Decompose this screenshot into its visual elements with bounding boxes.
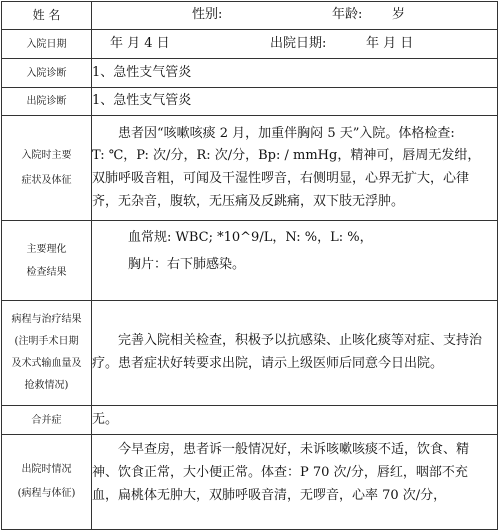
header-fields	[92, 2, 498, 30]
discharge-status-para: 今早查房，患者诉一般情况好，未诉咳嗽咳痰不适，饮食、精神、饮食正常，大小便正常。体查：P 70 次/分，唇红，咽部不充血，扁桃体无肿大，双肺呼吸音清，无啰音，心率 70 次/分，	[92, 442, 470, 503]
symptoms-label	[2, 116, 92, 221]
exam-line2: 胸片：右下肺感染。	[128, 256, 246, 272]
treatment-label-line1: 病程与治疗结果	[11, 314, 82, 325]
discharge-date-value: 年 月 日	[366, 35, 414, 51]
symptoms-row	[2, 116, 498, 221]
gender-field: 性别:	[192, 7, 223, 23]
admit-diag-value: 1、急性支气管炎	[92, 59, 498, 88]
complication-value: 无。	[92, 406, 498, 435]
admit-date-value: 年 月 4 日	[110, 35, 170, 51]
date-fields	[92, 30, 498, 59]
symptoms-text	[92, 116, 498, 221]
exam-line1: 血常规: WBC; *10^9/L，N: %，L: %，	[128, 230, 373, 245]
symptoms-label-line2: 症状及体征	[21, 175, 72, 186]
exam-label-line2: 检查结果	[26, 266, 67, 278]
discharge-status-row	[2, 435, 498, 530]
treatment-text	[92, 301, 498, 406]
treatment-label	[2, 301, 92, 406]
discharge-status-label-line2: (病程与体征)	[17, 488, 76, 499]
complication-label: 合并症	[2, 406, 92, 435]
discharge-status-text	[92, 435, 498, 530]
age-unit: 岁	[392, 7, 406, 23]
header-row	[2, 2, 498, 30]
exam-row	[2, 221, 498, 301]
treatment-row	[2, 301, 498, 406]
exam-label-line1: 主要理化	[26, 243, 67, 255]
symptoms-label-line1: 入院时主要	[21, 150, 72, 161]
date-row	[2, 30, 498, 59]
age-field: 年龄:	[332, 7, 363, 23]
admit-date-label: 入院日期	[2, 30, 92, 59]
discharge-record-table	[1, 1, 498, 530]
discharge-diag-row	[2, 88, 498, 116]
treatment-label-line3: 及术式输血量及	[11, 358, 82, 369]
treatment-label-line2: (注明手术日期	[14, 336, 79, 347]
discharge-status-label	[2, 435, 92, 530]
discharge-diag-label: 出院诊断	[2, 88, 92, 116]
symptoms-para2: T: ℃，P: 次/分，R: 次/分，Bp: / mmHg，精神可，唇周无发绀，双肺呼吸音粗，可闻及干湿性啰音，右侧明显，心界无扩大，心律齐，无杂音，腹软，无压痛及反跳痛，双下肢无浮肿。	[92, 148, 481, 209]
symptoms-para1: 患者因“咳嗽咳痰 2 月，加重伴胸闷 5 天”入院。体格检查:	[118, 125, 455, 141]
name-label: 姓 名	[2, 2, 92, 30]
treatment-label-line4: 抢救情况)	[24, 380, 69, 391]
discharge-status-label-line1: 出院时情况	[21, 464, 72, 475]
exam-text	[92, 221, 498, 301]
admit-diag-label: 入院诊断	[2, 59, 92, 88]
exam-label	[2, 221, 92, 301]
treatment-para: 完善入院相关检查，积极予以抗感染、止咳化痰等对症、支持治疗。患者症状好转要求出院，请示上级医师后同意今日出院。	[92, 333, 483, 371]
discharge-diag-value: 1、急性支气管炎	[92, 88, 498, 116]
complication-row	[2, 406, 498, 435]
admit-diag-row	[2, 59, 498, 88]
discharge-date-label: 出院日期:	[270, 35, 327, 51]
